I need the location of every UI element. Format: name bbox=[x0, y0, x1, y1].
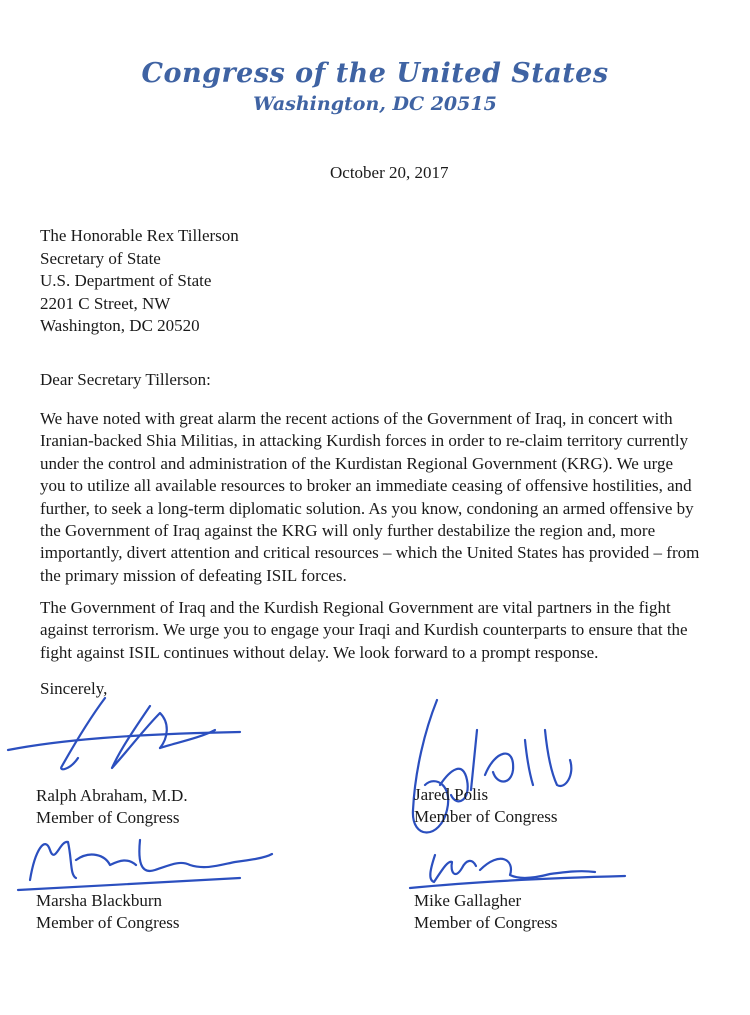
recipient-line: Secretary of State bbox=[40, 248, 161, 268]
recipient-address bbox=[40, 225, 239, 338]
signer-title: Member of Congress bbox=[414, 913, 558, 932]
letterhead-title: Congress of the United States bbox=[141, 58, 609, 89]
recipient-line: The Honorable Rex Tillerson bbox=[40, 226, 239, 245]
salutation: Dear Secretary Tillerson: bbox=[40, 370, 211, 389]
signer-name: Marsha Blackburn bbox=[36, 891, 163, 910]
letter-date: October 20, 2017 bbox=[330, 163, 449, 182]
signer-title: Member of Congress bbox=[36, 913, 180, 932]
signature-polis bbox=[385, 690, 585, 860]
letterhead-city: Washington, DC 20515 bbox=[253, 93, 497, 115]
signer-name: Mike Gallagher bbox=[414, 891, 522, 910]
body-paragraph-2 bbox=[40, 597, 740, 664]
signer-name: Jared Polis bbox=[414, 785, 489, 804]
paragraph-line: fight against ISIL continues without delay. We look forward to a prompt response. bbox=[40, 642, 599, 662]
body-paragraph-1 bbox=[40, 408, 740, 587]
recipient-line: 2201 C Street, NW bbox=[40, 293, 171, 313]
paragraph-line: you to utilize all available resources to broker an immediate ceasing of offensive hostilities, and bbox=[40, 476, 692, 496]
paragraph-line: under the control and administration of the Kurdistan Regional Government (KRG). We urge bbox=[40, 453, 673, 473]
signer-title: Member of Congress bbox=[36, 808, 180, 827]
paragraph-line: We have noted with great alarm the recent actions of the Government of Iraq, in concert with bbox=[40, 409, 673, 428]
signer-name: Ralph Abraham, M.D. bbox=[36, 786, 188, 805]
signer-block-blackburn bbox=[36, 890, 180, 934]
paragraph-line: the primary mission of defeating ISIL forces. bbox=[40, 565, 347, 585]
closing: Sincerely, bbox=[40, 679, 108, 698]
paragraph-line: Iranian-backed Shia Militias, in attacking Kurdish forces in order to re-claim territory currently bbox=[40, 431, 689, 451]
signer-title: Member of Congress bbox=[414, 807, 558, 826]
paragraph-line: the Government of Iraq against the KRG will only further destabilize the region and, more bbox=[40, 521, 656, 541]
recipient-line: U.S. Department of State bbox=[40, 271, 212, 290]
paragraph-line: against terrorism. We urge you to engage your Iraqi and Kurdish counterparts to ensure that the bbox=[40, 620, 688, 640]
recipient-line: Washington, DC 20520 bbox=[40, 316, 200, 335]
paragraph-line: importantly, divert attention and critical resources – which the United States has provided – from bbox=[40, 543, 700, 563]
signer-block-gallagher bbox=[414, 890, 558, 934]
signer-block-abraham bbox=[36, 785, 188, 829]
paragraph-line: further, to seek a long-term diplomatic solution. As you know, condoning an armed offensive by bbox=[40, 498, 694, 518]
paragraph-line: The Government of Iraq and the Kurdish Regional Government are vital partners in the fight bbox=[40, 598, 671, 617]
signer-block-polis bbox=[414, 784, 558, 828]
signature-abraham bbox=[0, 688, 270, 788]
signature-blackburn bbox=[10, 820, 280, 900]
